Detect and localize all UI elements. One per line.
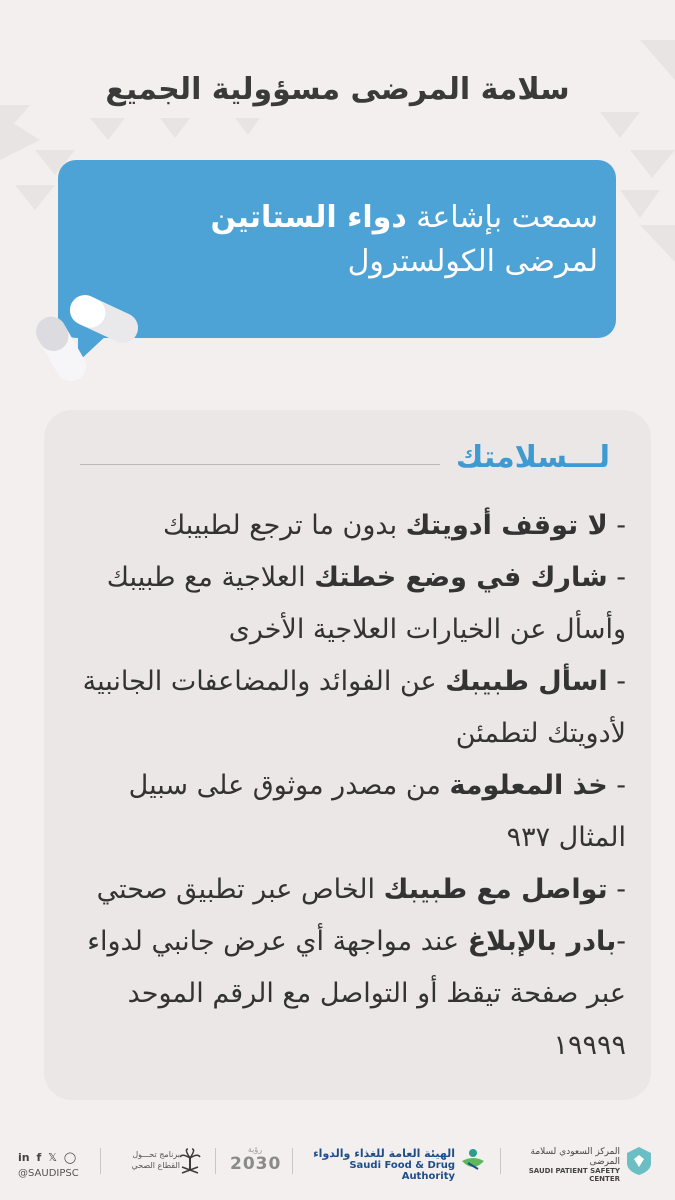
pill-icon [65, 292, 143, 348]
item-text: من مصدر موثوق على سبيل المثال ٩٣٧ [128, 770, 626, 853]
item-dash: - [607, 666, 626, 697]
item-dash: - [607, 874, 626, 905]
bubble-text [58, 196, 598, 284]
spsc-name-ar: المركز السعودي لسلامة المرضى [530, 1147, 620, 1167]
card-divider [80, 464, 440, 465]
footer [0, 1135, 675, 1195]
card-heading: لـــسلامتك [455, 440, 610, 475]
item-bold: بادر بالإبلاغ [467, 926, 617, 957]
sfda-name-en: Saudi Food & Drug Authority [349, 1160, 455, 1182]
item-dash: - [616, 926, 626, 957]
item-text: الخاص عبر تطبيق صحتي [96, 874, 384, 905]
vision-year: 2030 [230, 1154, 282, 1174]
item-text: عن الفوائد والمضاعفات الجانبية لأدويتك لتطمئن [82, 666, 626, 749]
item-dash: - [607, 770, 626, 801]
social-handle: @SAUDIPSC [18, 1168, 79, 1179]
pills-illustration [30, 292, 150, 392]
item-bold: تواصل مع طبيبك [383, 874, 608, 905]
list-item [70, 916, 626, 1072]
bubble-line-1 [58, 196, 598, 240]
item-dash: - [607, 562, 626, 593]
item-bold: شارك في وضع خطتك [314, 562, 608, 593]
palm-emblem-icon [178, 1147, 202, 1177]
sfda-name-ar: الهيئة العامة للغذاء والدواء [313, 1147, 455, 1160]
bubble-line-2: لمرضى الكولسترول [347, 244, 598, 279]
item-bold: لا توقف أدويتك [405, 510, 608, 541]
linkedin-icon[interactable]: in [18, 1151, 30, 1164]
item-bold: خذ المعلومة [449, 770, 608, 801]
program-name: برنامج تحـــول القطاع الصحي [131, 1150, 180, 1170]
sfda-logo [305, 1147, 455, 1182]
bubble-line-1-regular: سمعت بإشاعة [406, 200, 598, 235]
bubble-line-1-bold: دواء الستاتين [210, 200, 407, 235]
item-text: عند مواجهة أي عرض جانبي لدواء عبر صفحة تيقظ أو التواصل مع الرقم الموحد ١٩٩٩٩ [87, 926, 626, 1061]
facebook-icon[interactable]: f [36, 1151, 42, 1164]
list-item [70, 552, 626, 656]
instagram-icon[interactable]: ◯ [63, 1151, 77, 1164]
social-links [18, 1151, 79, 1179]
list-item [70, 500, 626, 552]
item-dash: - [607, 510, 626, 541]
item-text: العلاجية مع طبيبك وأسأل عن الخيارات العلاجية الأخرى [106, 562, 626, 645]
page-title: سلامة المرضى مسؤولية الجميع [105, 72, 570, 107]
footer-separator [500, 1148, 501, 1174]
item-text: بدون ما ترجع لطبيبك [163, 510, 406, 541]
footer-separator [215, 1148, 216, 1174]
list-item [70, 656, 626, 760]
sfda-emblem-icon [458, 1147, 488, 1175]
tips-list [70, 500, 626, 1072]
vision-2030-logo [230, 1145, 280, 1174]
x-icon[interactable]: 𝕏 [48, 1151, 58, 1164]
list-item [70, 864, 626, 916]
spsc-logo [505, 1147, 620, 1183]
vision-label: رؤية [247, 1145, 263, 1154]
footer-separator [292, 1148, 293, 1174]
footer-separator [100, 1148, 101, 1174]
spsc-name-en: SAUDI PATIENT SAFETY CENTER [528, 1167, 620, 1183]
list-item [70, 760, 626, 864]
item-bold: اسأل طبيبك [445, 666, 608, 697]
shield-icon [624, 1145, 654, 1177]
